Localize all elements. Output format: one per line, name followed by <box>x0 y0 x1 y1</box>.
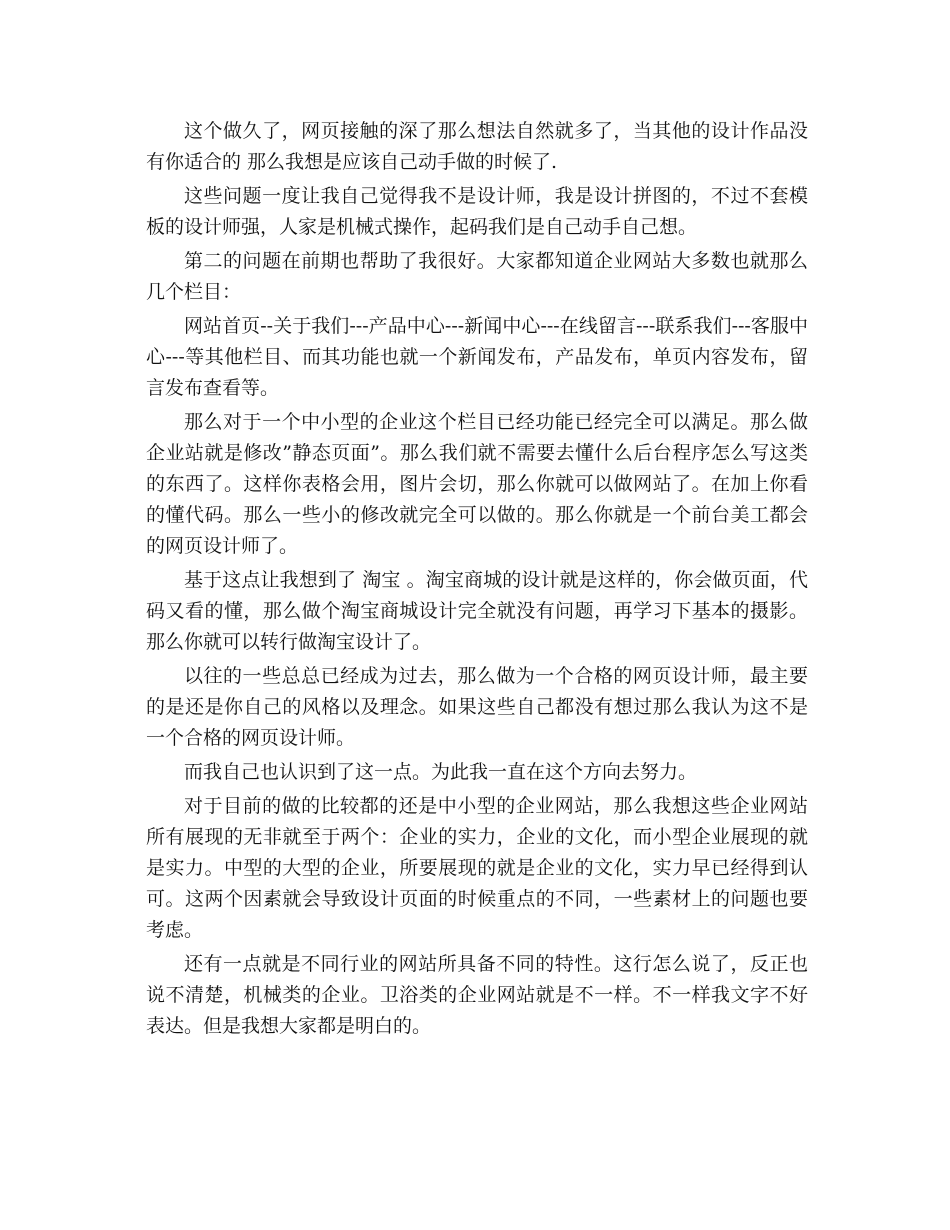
paragraph-5: 那么对于一个中小型的企业这个栏目已经功能已经完全可以满足。那么做企业站就是修改”静态页面”。那么我们就不需要去懂什么后台程序怎么写这类的东西了。这样你表格会用，图片会切，那么你就可以做网站了。在加上你看的懂代码。那么一些小的修改就完全可以做的。那么你就是一个前台美工都会的网页设计师了。 <box>146 411 808 557</box>
paragraph-10: 还有一点就是不同行业的网站所具备不同的特性。这行怎么说了，反正也说不清楚，机械类的企业。卫浴类的企业网站就是不一样。不一样我文字不好表达。但是我想大家都是明白的。 <box>146 953 808 1037</box>
paragraph-2: 这些问题一度让我自己觉得我不是设计师，我是设计拼图的，不过不套模板的设计师强，人家是机械式操作，起码我们是自己动手自己想。 <box>146 185 808 238</box>
paragraph-4: 网站首页--关于我们---产品中心---新闻中心---在线留言---联系我们---客服中心---等其他栏目、而其功能也就一个新闻发布，产品发布，单页内容发布，留言发布查看等。 <box>146 315 808 399</box>
paragraph-7: 以往的一些总总已经成为过去，那么做为一个合格的网页设计师，最主要的是还是你自己的风格以及理念。如果这些自己都没有想过那么我认为这不是一个合格的网页设计师。 <box>146 665 808 749</box>
paragraph-3: 第二的问题在前期也帮助了我很好。大家都知道企业网站大多数也就那么几个栏目： <box>146 250 808 303</box>
paragraph-1: 这个做久了，网页接触的深了那么想法自然就多了，当其他的设计作品没有你适合的 那么我想是应该自己动手做的时候了. <box>146 120 808 173</box>
paragraph-6: 基于这点让我想到了 淘宝 。淘宝商城的设计就是这样的，你会做页面，代码又看的懂，那么做个淘宝商城设计完全就没有问题，再学习下基本的摄影。那么你就可以转行做淘宝设计了。 <box>146 569 808 653</box>
paragraph-9: 对于目前的做的比较都的还是中小型的企业网站，那么我想这些企业网站所有展现的无非就至于两个：企业的实力，企业的文化，而小型企业展现的就是实力。中型的大型的企业，所要展现的就是企业的文化，实力早已经得到认可。这两个因素就会导致设计页面的时候重点的不同，一些素材上的问题也要考虑。 <box>146 795 808 941</box>
paragraph-8: 而我自己也认识到了这一点。为此我一直在这个方向去努力。 <box>184 761 698 783</box>
document-body <box>146 116 808 1045</box>
